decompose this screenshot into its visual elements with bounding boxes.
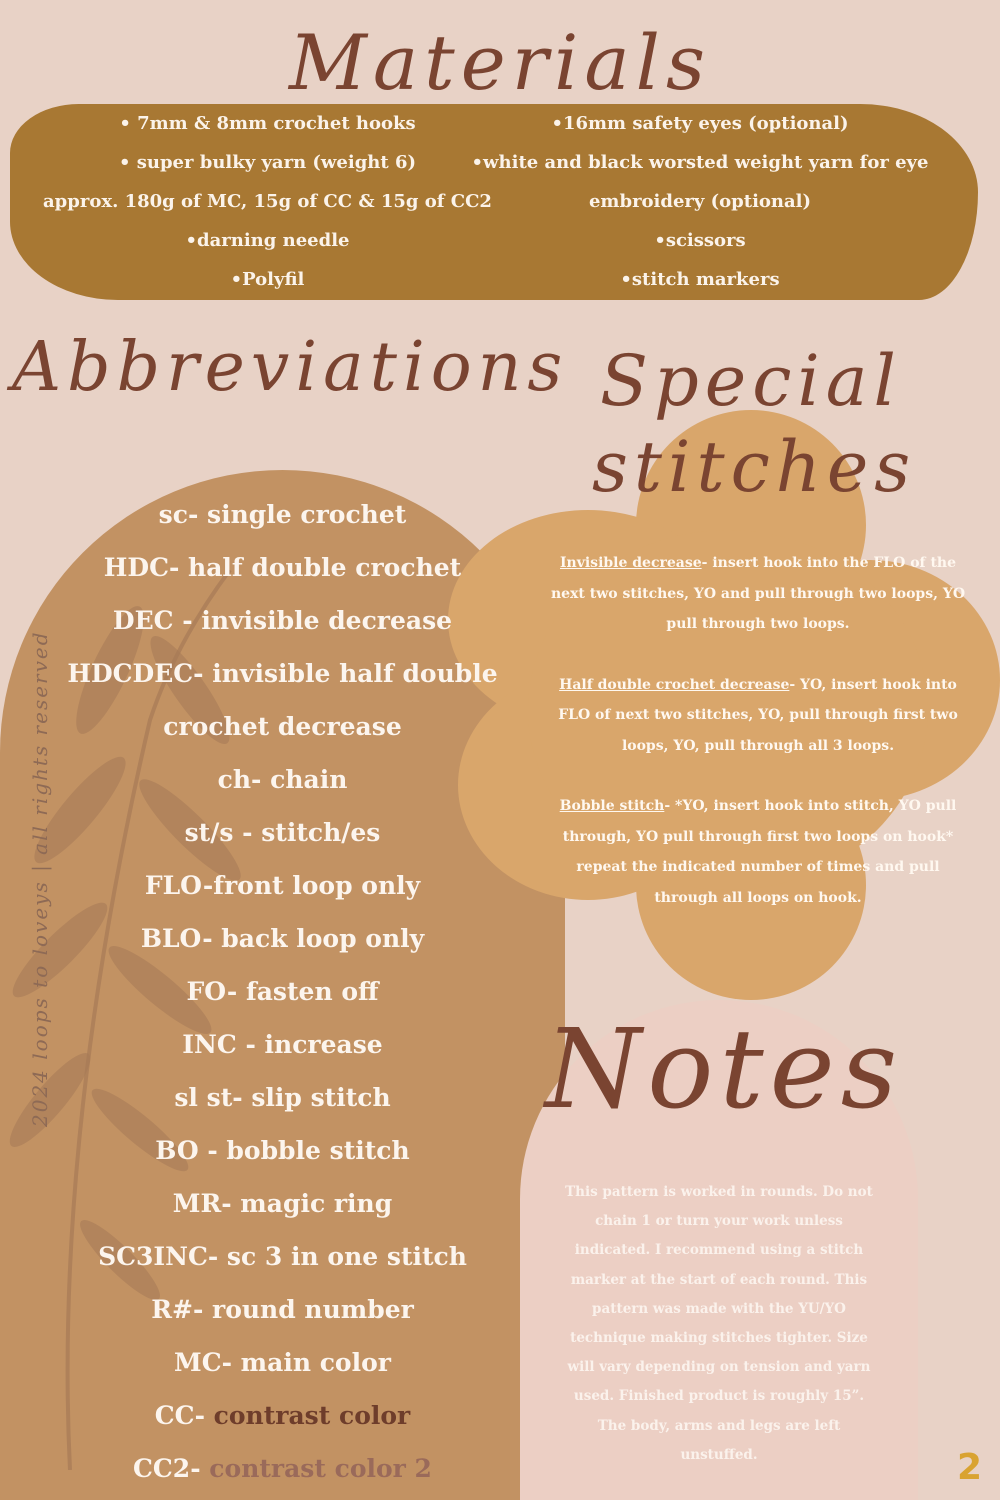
abbreviation-item: SC3INC- sc 3 in one stitch (98, 1242, 467, 1271)
copyright-text: 2024 loops to loveys | all rights reserved (28, 630, 52, 1127)
material-item: approx. 180g of MC, 15g of CC & 15g of CC2 (43, 191, 492, 212)
abbreviations-list (0, 490, 565, 1497)
abbreviation-item: HDCDEC- invisible half double (67, 659, 498, 688)
abbreviation-item: sl st- slip stitch (174, 1083, 391, 1112)
material-item: • super bulky yarn (weight 6) (118, 152, 417, 173)
abbreviation-item-cc2 (0, 1444, 565, 1497)
abbreviation-item: DEC - invisible decrease (112, 606, 453, 635)
material-item: embroidery (optional) (588, 191, 812, 212)
cc-prefix: CC- (154, 1401, 205, 1430)
materials-list-right (470, 106, 930, 301)
abbreviation-item: FO- fasten off (186, 977, 379, 1006)
stitch-name: Half double crochet decrease (559, 676, 790, 693)
materials-title: Materials (289, 18, 711, 107)
abbreviation-item: MC- main color (174, 1348, 391, 1377)
abbreviation-item: sc- single crochet (158, 500, 407, 529)
material-item: •16mm safety eyes (optional) (551, 113, 849, 134)
special-title-line1: Special (600, 340, 902, 422)
special-stitch-invisible-decrease (548, 548, 968, 640)
stitch-name: Invisible decrease (560, 555, 702, 571)
special-stitch-bobble (548, 791, 968, 913)
page-number: 2 (956, 1447, 982, 1488)
abbreviation-item: R#- round number (151, 1295, 414, 1324)
notes-text: This pattern is worked in rounds. Do not chain 1 or turn your work unless indicated. I recommend using a stitch marker at the start of each round. This pattern was made with the YU/YO technique making stitches tighter. Size will vary depending on tension and yarn used. Finished product is roughly 15”. The body, arms and legs are left unstuffed. (565, 1184, 873, 1463)
abbreviations-title: Abbreviations (12, 328, 569, 407)
stitch-description: - *YO, insert hook into stitch, YO pull through, YO pull through first two loops on hook* repeat the indicated number of times and pull through all loops on hook. (562, 798, 957, 906)
material-item: •Polyfil (230, 269, 305, 290)
abbreviation-item: st/s - stitch/es (184, 818, 381, 847)
cc2-prefix: CC2- (133, 1454, 201, 1483)
material-item: •stitch markers (620, 269, 780, 290)
abbreviation-item: BLO- back loop only (140, 924, 425, 953)
cc2-text: contrast color 2 (200, 1454, 432, 1483)
special-stitch-hdc-decrease (548, 670, 968, 762)
materials-list-left (30, 106, 505, 301)
material-item: •darning needle (185, 230, 350, 251)
stitch-description: - YO, insert hook into FLO of next two stitches, YO, pull through first two loops, YO, pull through all 3 loops. (558, 676, 958, 754)
abbreviation-item: BO - bobble stitch (155, 1136, 410, 1165)
cc-text: contrast color (204, 1401, 411, 1430)
abbreviation-item: MR- magic ring (172, 1189, 393, 1218)
abbreviation-item: ch- chain (217, 765, 348, 794)
material-item: •white and black worsted weight yarn for eye (471, 152, 929, 173)
stitch-description: - insert hook into the FLO of the next two stitches, YO and pull through two loops, YO pull through two loops. (550, 555, 966, 632)
special-title-line2: stitches (592, 426, 917, 508)
special-stitches-title (592, 338, 917, 510)
notes-title: Notes (545, 1005, 904, 1133)
abbreviation-item-cc (0, 1391, 565, 1444)
abbreviation-item: FLO-front loop only (144, 871, 421, 900)
abbreviation-item: HDC- half double crochet (103, 553, 462, 582)
abbreviation-item: crochet decrease (163, 712, 402, 741)
abbreviation-item: INC - increase (182, 1030, 383, 1059)
stitch-name: Bobble stitch (559, 798, 665, 814)
material-item: • 7mm & 8mm crochet hooks (119, 113, 416, 134)
material-item: •scissors (654, 230, 746, 251)
special-stitches-text (548, 548, 968, 943)
